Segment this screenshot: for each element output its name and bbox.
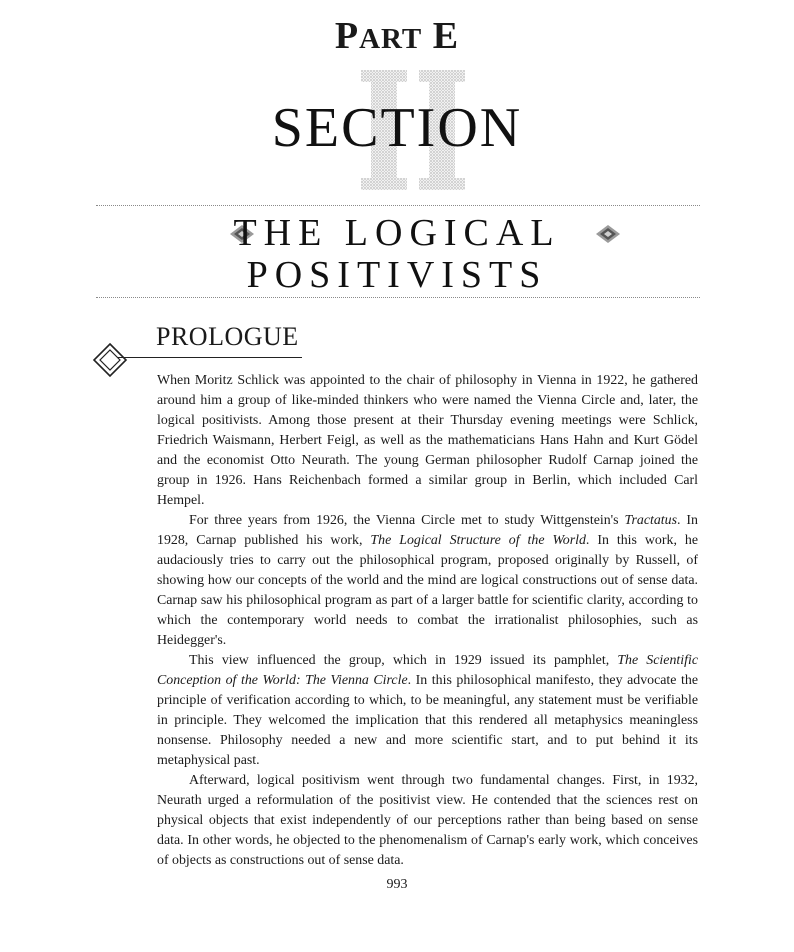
chapter-title-line-2: POSITIVISTS xyxy=(246,254,548,296)
section-title: SECTION xyxy=(271,97,523,159)
paragraph-3: This view influenced the group, which in 1929 issued its pamphlet, The Scientific Conception of the World: The Vienna Circle. In this philosophical manifesto, they advocate the principle of verification according to which, to be meaningful, any statement must be verifiable in principle. They welcomed the implication that this rendered all metaphysics meaningless nonsense. Philosophy needed a new and more scientific start, and to put behind it its metaphysical past. xyxy=(157,653,698,768)
paragraph-4: Afterward, logical positivism went through two fundamental changes. First, in 1932, Neurath urged a reformulation of the positivist view. He contended that the sciences rest on physical objects that exist independently of our perceptions rather than being based on sense data. In other words, he objected to the phenomenalism of Carnap's early work, which conceives of objects as constructions out of sense data. xyxy=(157,773,698,868)
part-title-initial: P xyxy=(334,15,360,57)
section-header xyxy=(0,60,794,200)
prologue-heading: PROLOGUE xyxy=(156,322,299,351)
part-title-letter: E xyxy=(432,15,460,57)
bottom-divider xyxy=(96,297,700,298)
top-divider xyxy=(96,205,700,206)
diamond-bullet-icon xyxy=(595,224,621,244)
paragraph-1: When Moritz Schlick was appointed to the chair of philosophy in Vienna in 1922, he gathered around him a group of like-minded thinkers who were named the Vienna Circle and, later, the logical positivists. Among those present at their Thursday evening meetings were Schlick, Friedrich Waismann, Herbert Feigl, as well as the mathematicians Hans Hahn and Kurt Gödel and the economist Otto Neurath. The young German philosopher Rudolf Carnap joined the group in 1926. Hans Reichenbach formed a similar group in Berlin, which included Carl Hempel. xyxy=(157,373,698,508)
page-number: 993 xyxy=(386,877,408,892)
part-title-rest: ART xyxy=(359,23,423,55)
diamond-ornament-icon xyxy=(92,342,128,378)
part-title xyxy=(0,14,794,58)
prologue-body xyxy=(157,371,698,871)
prologue-underline xyxy=(118,357,302,358)
chapter-title-line-1: THE LOGICAL xyxy=(233,212,561,254)
paragraph-2: For three years from 1926, the Vienna Circle met to study Wittgenstein's Tractatus. In 1928, Carnap published his work, The Logical Structure of the World. In this work, he audaciously tries to carry out the philosophical program, proposed originally by Russell, of showing how our concepts of the world and the mind are logical constructions out of sense data. Carnap saw his philosophical program as part of a larger battle for scientific clarity, according to which the contemporary world needs to combat the irrationalist philosophies, such as Heidegger's. xyxy=(157,513,698,648)
